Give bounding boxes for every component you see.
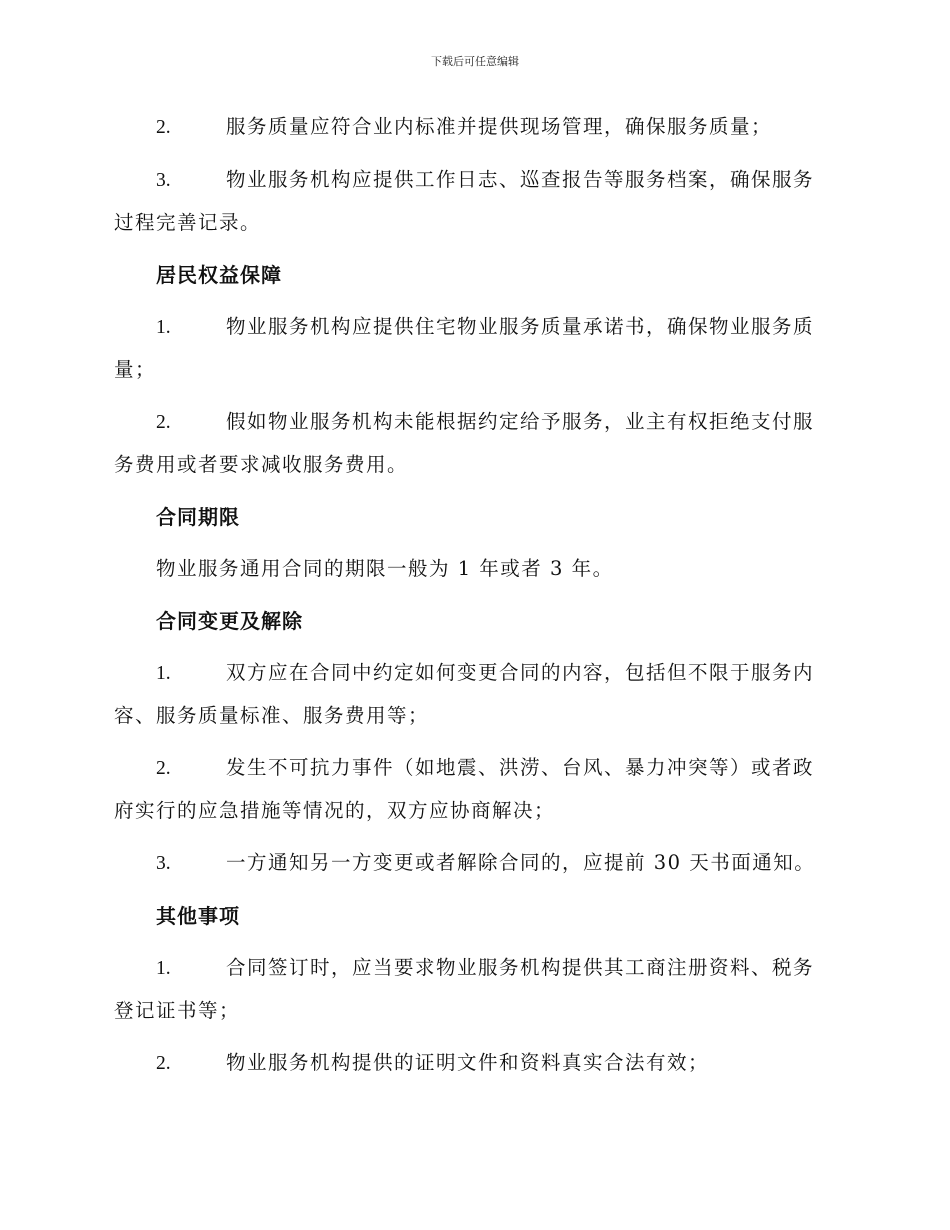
list-text: 服务质量应符合业内标准并提供现场管理，确保服务质量；	[226, 115, 773, 138]
list-text: 双方应在合同中约定如何变更合同的内容，包括但不限于服务内容、服务质量标准、服务费用等；	[114, 661, 815, 727]
list-text: 物业服务机构应提供工作日志、巡查报告等服务档案，确保服务过程完善记录。	[114, 168, 815, 234]
list-number: 2.	[156, 758, 171, 779]
list-item	[114, 947, 834, 1032]
list-item	[114, 159, 834, 244]
list-item	[114, 747, 834, 832]
list-item	[114, 106, 834, 149]
list-text: 物业服务机构提供的证明文件和资料真实合法有效；	[226, 1051, 710, 1074]
list-number: 3.	[156, 170, 171, 191]
list-text: 假如物业服务机构未能根据约定给予服务，业主有权拒绝支付服务费用或者要求减收服务费用。	[114, 410, 815, 476]
list-number: 3.	[156, 853, 171, 874]
list-number: 2.	[156, 1053, 171, 1074]
list-item	[114, 652, 834, 737]
list-item	[114, 401, 834, 486]
document-body	[114, 106, 834, 1095]
list-item	[114, 306, 834, 391]
list-number: 1.	[156, 317, 171, 338]
list-number: 1.	[156, 663, 171, 684]
list-item	[114, 1042, 834, 1085]
list-item	[114, 842, 834, 885]
list-text: 物业服务机构应提供住宅物业服务质量承诺书，确保物业服务质量；	[114, 315, 815, 381]
list-number: 2.	[156, 117, 171, 138]
page-header: 下载后可任意编辑	[431, 55, 519, 68]
section-heading: 居民权益保障	[156, 263, 282, 287]
section-heading: 合同期限	[156, 505, 240, 529]
list-number: 1.	[156, 958, 171, 979]
list-text: 一方通知另一方变更或者解除合同的，应提前 30 天书面通知。	[226, 851, 816, 874]
section-heading: 合同变更及解除	[156, 609, 303, 633]
section-heading: 其他事项	[156, 904, 240, 928]
list-text: 合同签订时，应当要求物业服务机构提供其工商注册资料、税务登记证书等；	[114, 956, 815, 1022]
list-number: 2.	[156, 412, 171, 433]
paragraph: 物业服务通用合同的期限一般为 1 年或者 3 年。	[156, 557, 614, 580]
list-text: 发生不可抗力事件（如地震、洪涝、台风、暴力冲突等）或者政府实行的应急措施等情况的，双方应协商解决；	[114, 756, 815, 822]
